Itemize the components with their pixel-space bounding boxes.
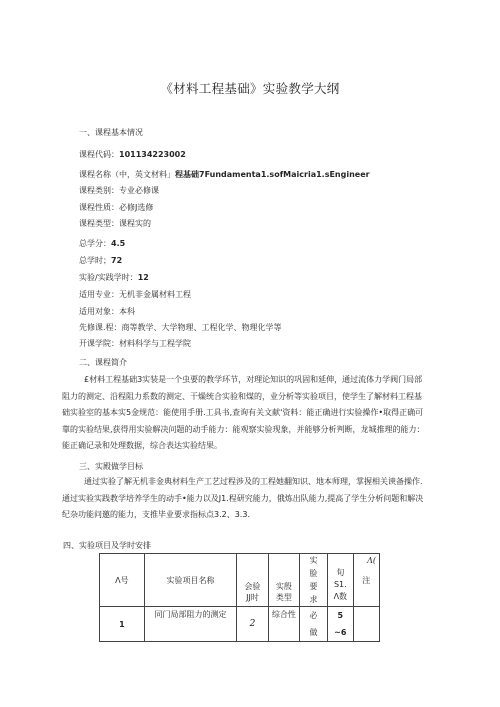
course-name-value: 程基础7Fundamenta1.sofMaicria1.sEngineer — [175, 170, 370, 179]
row-1-req-line-2: 做 — [309, 628, 318, 637]
header-type — [268, 554, 299, 607]
lab-hours-value: 12 — [137, 273, 149, 282]
header-project-name: 实验项目名称 — [144, 554, 236, 607]
prerequisites-label: 先修课.程： — [79, 323, 122, 332]
audience-label: 适用对象： — [79, 307, 119, 316]
college-line — [79, 339, 191, 349]
prerequisites-value: 商等教学、大学物理、工程化学、物理化学等 — [121, 323, 282, 332]
college-label: 开课学院： — [79, 339, 119, 348]
header-type-line-1: 实殷 — [275, 582, 292, 591]
total-credits-value: 4.5 — [111, 239, 126, 248]
course-code-line — [79, 150, 186, 160]
course-name-label: 课程名称（中，英文材料」 — [79, 170, 175, 179]
intro-line-2: 阻力的测定、沿程阻力系数的测定、干燥统合实验和煤的，业分析等实验项目，使学生了解材料工程基 — [62, 391, 422, 401]
major-label: 适用专业： — [79, 290, 119, 299]
course-code-value: 101134223002 — [119, 150, 186, 159]
row-1-type: 综合性 — [268, 607, 299, 642]
section-heading-basic-info: 一、课程基本情况 — [79, 128, 143, 137]
table-header-row — [100, 554, 380, 607]
header-seq: Λ号 — [100, 554, 145, 607]
audience-value: 本科 — [119, 307, 135, 316]
total-hours-line — [79, 256, 122, 266]
header-hours-line-2: JJ时 — [246, 593, 259, 602]
lab-schedule-table — [99, 553, 380, 642]
header-hours-line-1: 会验 — [244, 582, 261, 591]
objectives-line-2: 通过实验实践教学培养学生的动手•能力以及J1.程研究能力，俄炼出队能力,提高了学生分析问题和解决 — [62, 493, 424, 503]
course-category-label: 课程类别： — [79, 186, 119, 195]
course-category-line — [79, 186, 159, 196]
lab-hours-label: 实验/实践学时： — [79, 273, 138, 282]
total-hours-label: 总学时； — [79, 256, 111, 265]
course-type-value: 课程实的 — [119, 219, 151, 228]
intro-line-4: 靠的实验结果,获得用实验解决问题的动手能力：能观察实验现象，并能够分析判断，龙城推理的能力： — [62, 424, 425, 434]
header-type-line-2: 类型 — [275, 593, 292, 602]
audience-line — [79, 307, 135, 317]
header-note — [353, 554, 379, 607]
header-group-size — [328, 554, 353, 607]
header-req-line-4: 求 — [309, 595, 318, 604]
major-value: 无机非金属材料工程 — [119, 290, 191, 299]
header-requirement — [300, 554, 328, 607]
row-1-requirement — [300, 607, 328, 642]
header-req-line-2: 脸 — [309, 569, 318, 578]
row-1-seq: 1 — [100, 607, 145, 642]
course-code-label: 课程代码： — [79, 150, 119, 159]
header-group-line-1: 旬S1. — [333, 568, 347, 589]
intro-paragraph — [62, 372, 440, 455]
course-nature-label: 课程性质： — [79, 203, 119, 212]
major-line — [79, 290, 191, 300]
objectives-line-3: 纪杂功能问邀的能力，支推毕业要求指标点3.2、3.3. — [62, 510, 250, 520]
course-nature-line — [79, 203, 153, 213]
row-1-group-line-2: ~6 — [334, 628, 347, 637]
course-type-line — [79, 219, 151, 229]
total-credits-label: 总学分： — [79, 239, 111, 248]
header-note-mark: Λ( — [367, 556, 376, 565]
row-1-req-line-1: 必 — [309, 611, 318, 620]
objectives-paragraph — [62, 474, 440, 524]
row-1-note — [353, 607, 379, 642]
lab-hours-line — [79, 273, 149, 283]
total-credits-line — [79, 239, 125, 249]
header-group-line-2: Λ数 — [333, 592, 348, 601]
header-req-line-3: 要 — [309, 582, 318, 591]
row-1-group-line-1: 5 — [337, 611, 344, 620]
total-hours-value: 72 — [111, 256, 123, 265]
row-1-hours: 2 — [237, 607, 268, 642]
header-note-label: 注 — [362, 575, 371, 585]
section-heading-intro: 二、课程简介 — [79, 358, 127, 367]
intro-line-1: £材料工程基础3实装是一个虫要的教学环节，对理论知识的巩固和延伸，通过流体力学阀门局部 — [84, 375, 423, 384]
objectives-line-1: 通过实验了解无机非金典材料生产工艺过程涉及的工程她翻知识、地本师理，掌握相关谀备操作. — [84, 477, 423, 486]
row-1-group-size — [328, 607, 353, 642]
table-row — [100, 607, 380, 642]
intro-line-5: 能正确记录和处理数据，综合表达实验结果。 — [62, 441, 222, 451]
course-nature-value: 必修J选修 — [119, 203, 154, 212]
document-title: 《材料工程基础》实验教学大纲 — [160, 81, 340, 96]
row-1-project-name: 同门局部阻力的测定 — [144, 607, 236, 642]
intro-line-3: 础实验室的基本实5金规范：能使用手册.工具书,查询有关文献'资料：能正确进行实验操作•取得正确可 — [62, 408, 424, 418]
header-req-line-1: 实 — [309, 556, 318, 565]
course-category-value: 专业必修课 — [119, 186, 159, 195]
header-hours — [237, 554, 268, 607]
college-value: 材料科学与工程学院 — [119, 339, 191, 348]
prerequisites-line — [79, 323, 282, 333]
course-name-line — [79, 170, 370, 180]
section-heading-schedule: 四、实验项目及学时安排 — [63, 541, 151, 550]
course-type-label: 课程类型： — [79, 219, 119, 228]
section-heading-objectives: 三、实殿做学目标 — [79, 462, 143, 471]
